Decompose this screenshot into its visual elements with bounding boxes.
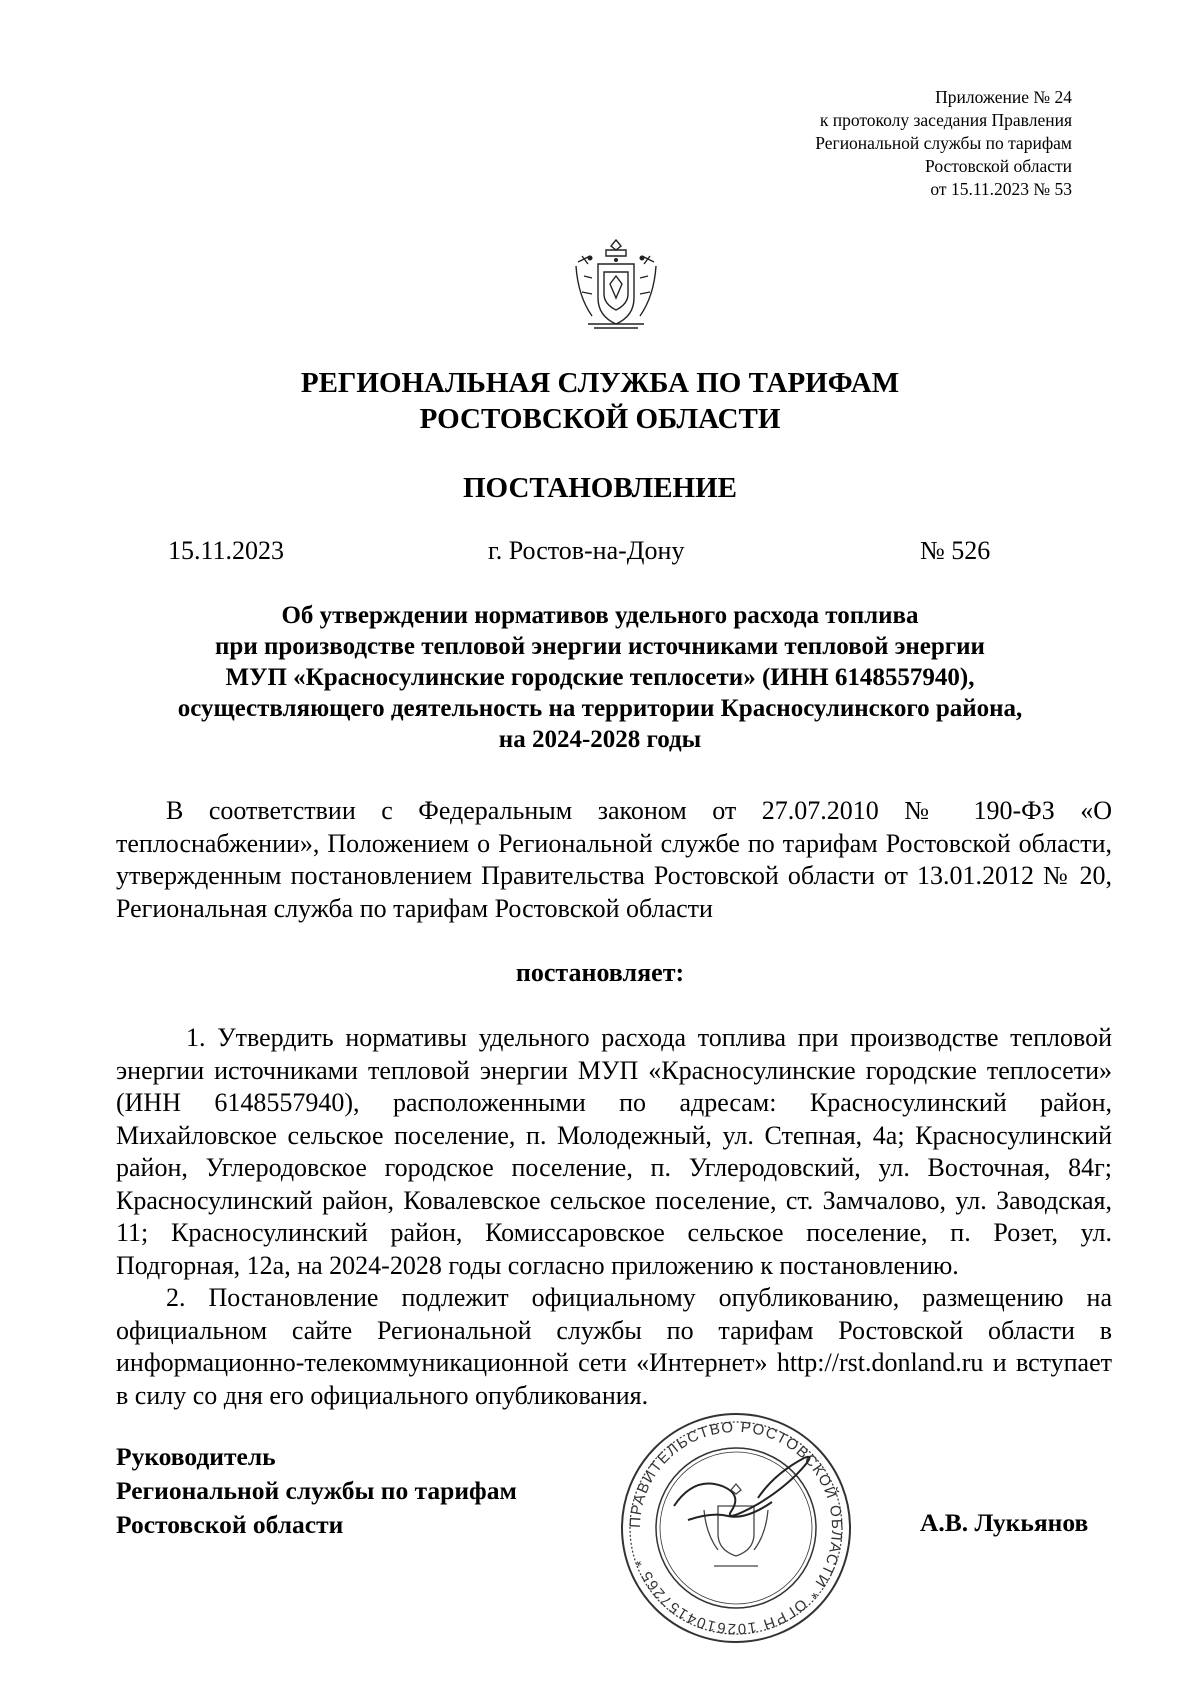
signer-title (116, 1440, 517, 1542)
subject-line: Об утверждении нормативов удельного расхода топлива (281, 602, 919, 629)
annex-line: Ростовской области (925, 156, 1072, 176)
resolution-items (116, 1022, 1112, 1412)
annex-line: Приложение № 24 (935, 87, 1072, 107)
seal-ring-text: ПРАВИТЕЛЬСТВО РОСТОВСКОЙ ОБЛАСТИ * ОГРН 1026104157265 * (626, 1418, 846, 1638)
document-number: № 526 (920, 536, 991, 565)
annex-reference (815, 86, 1072, 201)
signer-name: А.В. Лукьянов (920, 1508, 1089, 1537)
preamble-paragraph: В соответствии с Федеральным законом от 27.07.2010 № 190-ФЗ «О теплоснабжении», Положением о Региональной службе по тарифам Ростовской области, утвержденным постановлением Правительства Ростовской области от 13.01.2012 № 20, Региональная служба по тарифам Ростовской области (116, 796, 1112, 923)
signer-title-line: Ростовской области (116, 1510, 344, 1539)
subject-line: на 2024-2028 годы (498, 726, 702, 753)
annex-line: Региональной службы по тарифам (815, 133, 1072, 153)
handwritten-signature-icon (674, 1457, 810, 1520)
document-subject (120, 600, 1080, 755)
document-date: 15.11.2023 (168, 536, 285, 565)
official-seal-icon (618, 1410, 854, 1646)
coat-of-arms-icon (568, 236, 664, 336)
organization-name (100, 365, 1100, 437)
annex-line: от 15.11.2023 № 53 (930, 179, 1072, 199)
document-type: ПОСТАНОВЛЕНИЕ (462, 472, 737, 504)
annex-line: к протоколу заседания Правления (819, 110, 1072, 130)
document-city: г. Ростов-на-Дону (488, 536, 685, 565)
subject-line: при производстве тепловой энергии источниками тепловой энергии (215, 633, 985, 660)
resolution-item-1: 1. Утвердить нормативы удельного расхода топлива при производстве тепловой энергии источниками тепловой энергии МУП «Красносулинские городские теплосети» (ИНН 6148557940), расположенными по адресам: Красносулинский район, Михайловское сельское поселение, п. Молодежный, ул. Степная, 4а; Красносулинский район, Углеродовское городское поселение, п. Углеродовский, ул. Восточная, 84г; Красносулинский район, Ковалевское сельское поселение, ст. Замчалово, ул. Заводская, 11; Красносулинский район, Комиссаровское сельское поселение, п. Розет, ул. Подгорная, 12а, на 2024-2028 годы согласно приложению к постановлению. (116, 1023, 1112, 1280)
preamble (116, 795, 1112, 925)
org-line: РОСТОВСКОЙ ОБЛАСТИ (419, 403, 781, 435)
signer-title-line: Региональной службы по тарифам (116, 1476, 517, 1505)
subject-line: МУП «Красносулинские городские теплосети» (ИНН 6148557940), (225, 664, 975, 691)
org-line: РЕГИОНАЛЬНАЯ СЛУЖБА ПО ТАРИФАМ (300, 367, 900, 399)
signer-title-line: Руководитель (116, 1442, 276, 1471)
resolves-heading: постановляет: (515, 958, 685, 987)
resolution-item-2: 2. Постановление подлежит официальному опубликованию, размещению на официальном сайте Региональной службы по тарифам Ростовской области в информационно-телекоммуникационной сети «Интернет» http://rst.donland.ru и вступает в силу со дня его официального опубликования. (116, 1283, 1112, 1410)
subject-line: осуществляющего деятельность на территории Красносулинского района, (177, 695, 1023, 722)
